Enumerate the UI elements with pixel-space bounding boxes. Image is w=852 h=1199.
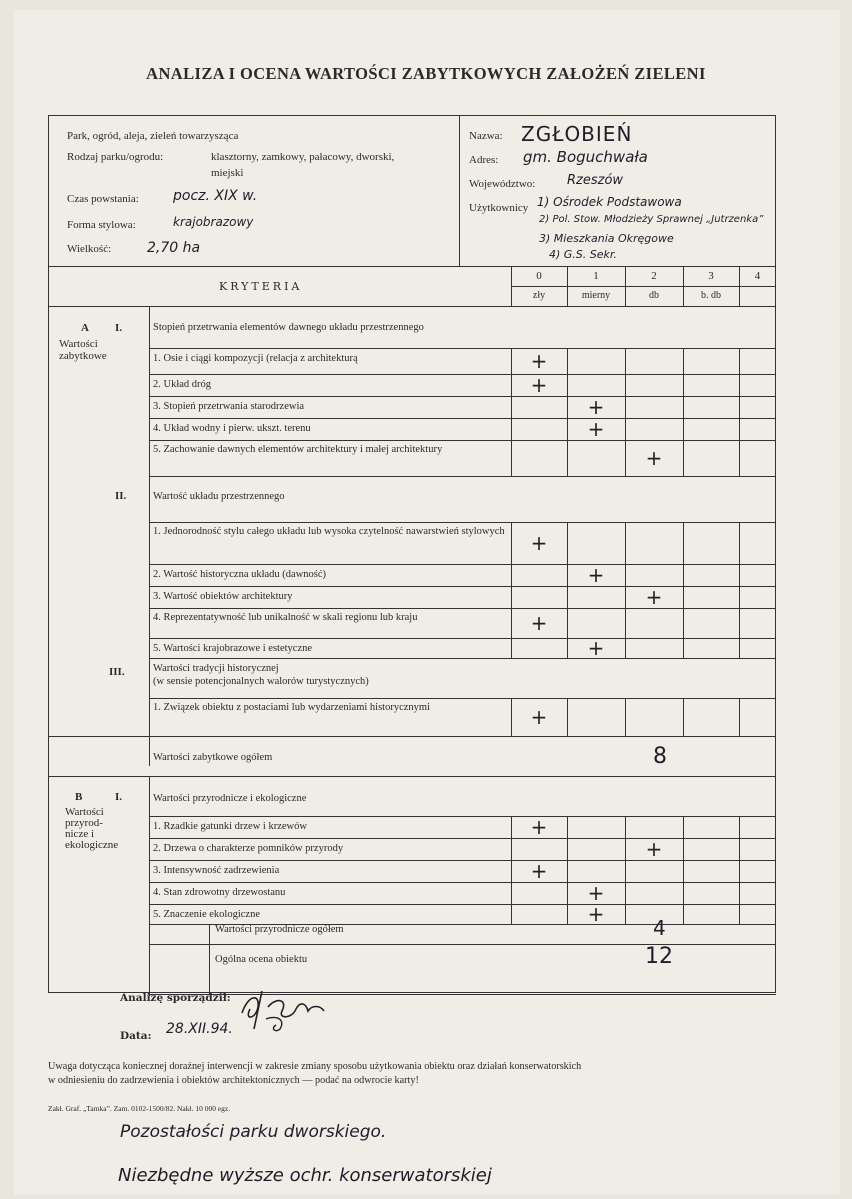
criterion-text: 1. Jednorodność stylu całego układu lub wysoka czytelność nawarstwień stylowych (153, 526, 505, 537)
total-b-value: 4 (653, 916, 666, 940)
users-label: Użytkownicy (469, 202, 529, 214)
score-mark: + (530, 349, 548, 373)
size-label: Wielkość: (67, 243, 112, 255)
score-number: 2 (651, 270, 657, 282)
score-mark: + (530, 815, 548, 839)
users-value-2: 2) Pol. Stow. Młodzieży Sprawnej „Jutrzenka” (539, 214, 764, 225)
section-a-name-2: zabytkowe (59, 350, 107, 362)
score-column-line (625, 698, 626, 736)
score-mark: + (530, 859, 548, 883)
park-kind-label: Rodzaj parku/ogrodu: (67, 151, 164, 163)
park-kind-options: klasztorny, zamkowy, pałacowy, dworski, (211, 151, 395, 163)
total-b-bottom (149, 944, 776, 945)
score-number: 4 (754, 270, 761, 282)
row-line (149, 658, 776, 659)
section-b-name: Wartości przyrod- nicze i ekologiczne (65, 806, 119, 851)
score-column-line (683, 816, 684, 924)
group-1-heading: Stopień przetrwania elementów dawnego układu przestrzennego (153, 322, 424, 333)
analysis-author-label: Analizę sporządził: (120, 992, 231, 1004)
row-line (149, 838, 776, 839)
section-a-letter: A (81, 322, 89, 334)
score-column-line (739, 698, 740, 736)
row-line (149, 904, 776, 905)
author-signature (236, 985, 356, 1035)
notice-line-1: Uwaga dotycząca koniecznej doraźnej interwencji w zakresie zmiany sposobu użytkowania obiektu oraz działań konserwatorskich (48, 1061, 582, 1072)
group-line (149, 816, 776, 817)
section-b-letter: B (75, 791, 83, 803)
score-label: b. db (701, 290, 721, 301)
score-mark: + (587, 395, 605, 419)
score-column-line (683, 522, 684, 658)
score-column-line (511, 698, 512, 736)
criterion-text: 5. Wartości krajobrazowe i estetyczne (153, 643, 313, 654)
users-value-3: 3) Mieszkania Okręgowe (539, 232, 674, 245)
score-column-line (739, 522, 740, 658)
row-line (149, 638, 776, 639)
notice-line-2: w odniesieniu do zadrzewienia i obiektów architektonicznych — podać na odwrocie karty! (48, 1075, 419, 1086)
score-column-line (511, 348, 512, 476)
score-mark: + (530, 611, 548, 635)
score-mark: + (587, 881, 605, 905)
score-column-line (683, 348, 684, 476)
score-number: 3 (708, 270, 714, 282)
document-title: ANALIZA I OCENA WARTOŚCI ZABYTKOWYCH ZAŁOŻEŃ ZIELENI (146, 64, 706, 83)
row-line (149, 586, 776, 587)
criteria-column-line (149, 306, 150, 766)
criterion-text: 1. Związek obiektu z postaciami lub wydarzeniami historycznymi (153, 702, 430, 713)
score-mark: + (587, 902, 605, 926)
score-mark: + (645, 837, 663, 861)
group-2-heading: Wartość układu przestrzennego (153, 491, 285, 502)
address-value: gm. Boguchwała (523, 148, 648, 166)
group-2-roman: II. (115, 490, 127, 502)
total-a-label: Wartości zabytkowe ogółem (153, 752, 273, 763)
criteria-header: KRYTERIA (219, 280, 303, 293)
section-a-name: Wartości (59, 338, 98, 350)
total-b-label: Wartości przyrodnicze ogółem (215, 924, 344, 935)
voivodeship-label: Województwo: (469, 178, 536, 190)
score-column-line (511, 816, 512, 924)
score-column-line (625, 522, 626, 658)
handwritten-note-1: Pozostałości parku dworskiego. (120, 1122, 387, 1142)
group-line (149, 348, 776, 349)
name-label: Nazwa: (469, 130, 503, 142)
size-value: 2,70 ha (147, 240, 201, 256)
object-type-label: Park, ogród, aleja, zieleń towarzysząca (67, 130, 239, 142)
criterion-text: 2. Wartość historyczna układu (dawność) (153, 569, 327, 580)
time-label: Czas powstania: (67, 193, 139, 205)
row-line (149, 608, 776, 609)
date-label: Data: (120, 1030, 152, 1042)
score-mark: + (530, 373, 548, 397)
section-a-bottom (49, 776, 776, 777)
criterion-text: 5. Znaczenie ekologiczne (153, 909, 260, 920)
section-a-roman: I. (115, 322, 123, 334)
criteria-column-line (149, 776, 150, 996)
row-line (149, 882, 776, 883)
address-label: Adres: (469, 154, 499, 166)
score-column-line (739, 816, 740, 924)
criterion-text: 3. Wartość obiektów architektury (153, 591, 293, 602)
score-column-line (683, 698, 684, 736)
score-mark: + (530, 705, 548, 729)
group-3-heading-2: (w sensie potencjonalnych walorów turystycznych) (153, 676, 369, 687)
row-line (149, 396, 776, 397)
score-label: mierny (581, 290, 611, 301)
style-label: Forma stylowa: (67, 219, 136, 231)
total-a-top (49, 736, 776, 737)
header-bottom-line (49, 266, 776, 267)
criterion-text: 5. Zachowanie dawnych elementów architektury i małej architektury (153, 444, 443, 455)
criterion-text: 4. Stan zdrowotny drzewostanu (153, 887, 286, 898)
row-line (149, 440, 776, 441)
overall-label: Ogólna ocena obiektu (215, 954, 308, 965)
criterion-text: 2. Układ dróg (153, 379, 212, 390)
row-line (149, 418, 776, 419)
park-kind-options-2: miejski (211, 167, 244, 179)
criteria-header-line (49, 306, 776, 307)
style-value: krajobrazowy (173, 215, 254, 229)
name-value: ZGŁOBIEŃ (521, 122, 633, 146)
criterion-text: 2. Drzewa o charakterze pomników przyrody (153, 843, 344, 854)
score-mark: + (587, 417, 605, 441)
time-value: pocz. XIX w. (173, 188, 258, 204)
criterion-text: 4. Układ wodny i pierw. ukszt. terenu (153, 423, 311, 434)
header-divider (459, 116, 460, 266)
print-info: Zakł. Graf. „Tamka”. Zam. 0102-1500/82. Nakł. 10 000 egz. (48, 1104, 231, 1113)
score-label: db (649, 290, 659, 301)
date-value: 28.XII.94. (166, 1021, 233, 1037)
score-header-divider (739, 266, 740, 306)
score-sub-line (511, 286, 776, 287)
group-line (149, 698, 776, 699)
row-line (149, 860, 776, 861)
score-column-line (511, 522, 512, 658)
row-line (149, 564, 776, 565)
overall-value: 12 (645, 944, 673, 969)
score-column-line (567, 522, 568, 658)
users-value-4: 4) G.S. Sekr. (549, 248, 617, 261)
assessment-form (48, 115, 776, 993)
voivodeship-value: Rzeszów (567, 173, 624, 188)
totals-left-line (209, 924, 210, 994)
score-column-line (567, 698, 568, 736)
criterion-text: 3. Intensywność zadrzewienia (153, 865, 280, 876)
criterion-text: 1. Osie i ciągi kompozycji (relacja z architekturą (153, 353, 358, 364)
handwritten-note-2: Niezbędne wyższe ochr. konserwatorskiej (118, 1165, 492, 1186)
section-b-roman: I. (115, 791, 123, 803)
criterion-text: 4. Reprezentatywność lub unikalność w skali regionu lub kraju (153, 612, 418, 623)
score-number: 0 (536, 270, 542, 282)
row-line (149, 476, 776, 477)
score-mark: + (645, 585, 663, 609)
score-mark: + (587, 636, 605, 660)
total-a-value: 8 (653, 744, 667, 769)
score-column-line (739, 348, 740, 476)
users-value-1: 1) Ośrodek Podstawowa (537, 195, 682, 209)
score-number: 1 (593, 270, 599, 282)
score-mark: + (530, 531, 548, 555)
score-mark: + (645, 446, 663, 470)
criterion-text: 3. Stopień przetrwania starodrzewia (153, 401, 305, 412)
score-column-line (567, 348, 568, 476)
score-label: zły (532, 290, 546, 301)
score-column-line (567, 816, 568, 924)
group-b-heading: Wartości przyrodnicze i ekologiczne (153, 793, 307, 804)
group-3-roman: III. (109, 666, 125, 678)
score-column-line (625, 348, 626, 476)
group-3-heading: Wartości tradycji historycznej (153, 663, 279, 674)
group-line (149, 522, 776, 523)
row-line (149, 374, 776, 375)
score-mark: + (587, 563, 605, 587)
score-column-line (625, 816, 626, 924)
criterion-text: 1. Rzadkie gatunki drzew i krzewów (153, 821, 307, 832)
